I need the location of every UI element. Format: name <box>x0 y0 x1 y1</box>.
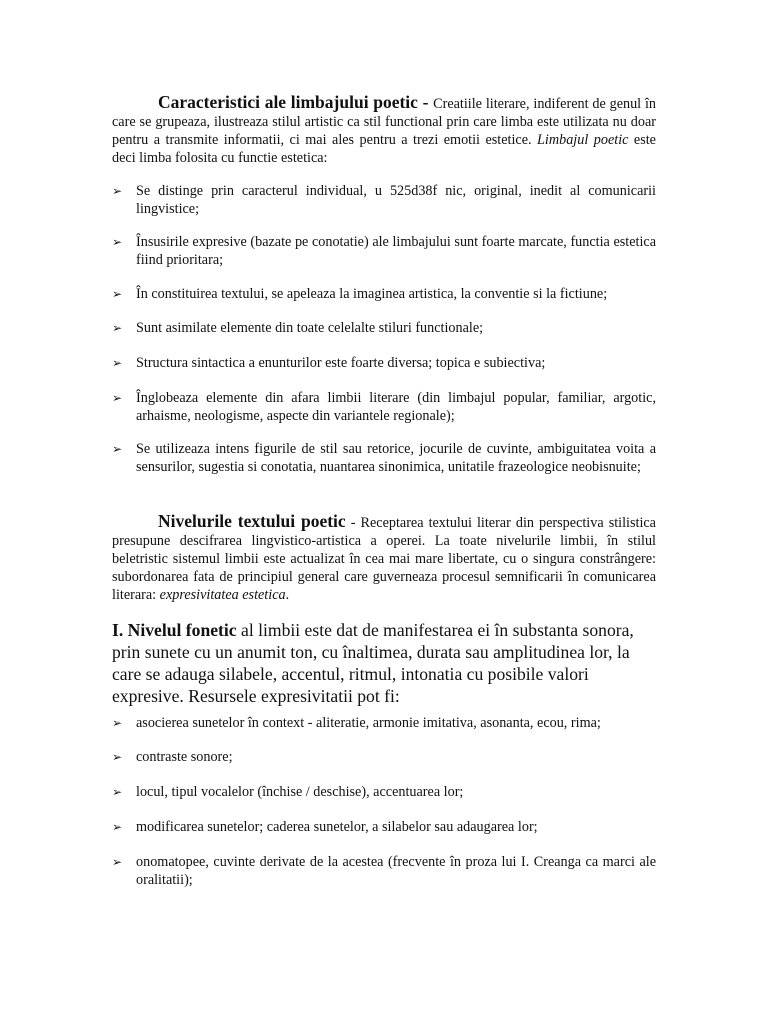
list-item: ➢ Structura sintactica a enunturilor este foarte diversa; topica e subiectiva; <box>112 355 546 371</box>
nivel-fonetic-paragraph <box>112 619 656 707</box>
list-item: ➢ modificarea sunetelor; caderea sunetelor, a silabelor sau adaugarea lor; <box>112 819 538 835</box>
arrow-bullet-icon: ➢ <box>112 235 123 249</box>
niveluri-paragraph <box>112 512 656 604</box>
arrow-bullet-icon: ➢ <box>112 184 123 198</box>
list-item: ➢ asocierea sunetelor în context - aliteratie, armonie imitativa, asonanta, ecou, rima; <box>112 715 601 731</box>
list-item: ➢ Însusirile expresive (bazate pe conotatie) ale limbajului sunt foarte marcate, functia estetica fiind prioritara; <box>112 234 656 268</box>
list-item: ➢ onomatopee, cuvinte derivate de la acestea (frecvente în proza lui I. Creanga ca marci ale oralitatii); <box>112 854 656 888</box>
section-title-caracteristici: Caracteristici ale limbajului poetic <box>158 92 418 112</box>
arrow-bullet-icon: ➢ <box>112 391 123 405</box>
arrow-bullet-icon: ➢ <box>112 321 123 335</box>
arrow-bullet-icon: ➢ <box>112 716 123 730</box>
niveluri-text-a: Receptarea textului literar din perspectiva stilistica presupune descifrarea lingvistico-artistica a operei. La toate nivelurile limbii, în stilul beletristic sistemul limbii este actualizat în cea mai mare libertate, cu o singura constrângere: subordonarea fata de principiul general care guverneaza procesul semnificarii în comunicarea literara: <box>112 515 656 603</box>
intro-text-a: Creatiile literare, indiferent de genul în care se grupeaza, ilustreaza stilul artistic ca stil functional prin care limba este utilizata nu doar pentru a transmite informatii, ci mai ales pentru a trezi emotii estetice. <box>112 96 657 148</box>
list-item: ➢ În constituirea textului, se apeleaza la imaginea artistica, la conventie si la fictiune; <box>112 286 608 302</box>
arrow-bullet-icon: ➢ <box>112 785 123 799</box>
section-title-nivel-fonetic: I. Nivelul fonetic <box>112 620 237 640</box>
nivel-fonetic-text: al limbii este dat de manifestarea ei în substanta sonora, prin sunete cu un anumit ton, cu înaltimea, durata sau amplitudinea lor, la care se adauga silabele, accentul, ritmul, intonatia cu posibile valori expresive. Resursele expresivitatii pot fi: <box>112 620 634 706</box>
niveluri-text-italic: expresivitatea estetica <box>159 587 286 603</box>
arrow-bullet-icon: ➢ <box>112 442 123 456</box>
arrow-bullet-icon: ➢ <box>112 287 123 301</box>
list-item: ➢ contraste sonore; <box>112 749 233 765</box>
arrow-bullet-icon: ➢ <box>112 855 123 869</box>
arrow-bullet-icon: ➢ <box>112 820 123 834</box>
list-item: ➢ Sunt asimilate elemente din toate celelalte stiluri functionale; <box>112 320 484 336</box>
list-item: ➢ Se utilizeaza intens figurile de stil sau retorice, jocurile de cuvinte, ambiguitatea voita a sensurilor, sugestia si conotatia, nuantarea sinonimica, unitatile frazeologice neobisnuite; <box>112 441 656 475</box>
intro-text-b: este deci limba folosita cu functie estetica: <box>112 132 656 166</box>
arrow-bullet-icon: ➢ <box>112 750 123 764</box>
arrow-bullet-icon: ➢ <box>112 356 123 370</box>
niveluri-dash: - <box>345 515 361 531</box>
section-title-niveluri: Nivelurile textului poetic <box>158 511 346 531</box>
niveluri-text-b: . <box>285 587 290 603</box>
list-item: ➢ locul, tipul vocalelor (închise / deschise), accentuarea lor; <box>112 784 464 800</box>
intro-paragraph <box>112 93 656 167</box>
title-dash: - <box>417 92 434 112</box>
list-item: ➢ Se distinge prin caracterul individual, u 525d38f nic, original, inedit al comunicarii lingvistice; <box>112 183 656 217</box>
list-item: ➢ Înglobeaza elemente din afara limbii literare (din limbajul popular, familiar, argotic, arhaisme, neologisme, aspecte din variantele regionale); <box>112 390 656 424</box>
intro-text-italic: Limbajul poetic <box>537 132 629 148</box>
